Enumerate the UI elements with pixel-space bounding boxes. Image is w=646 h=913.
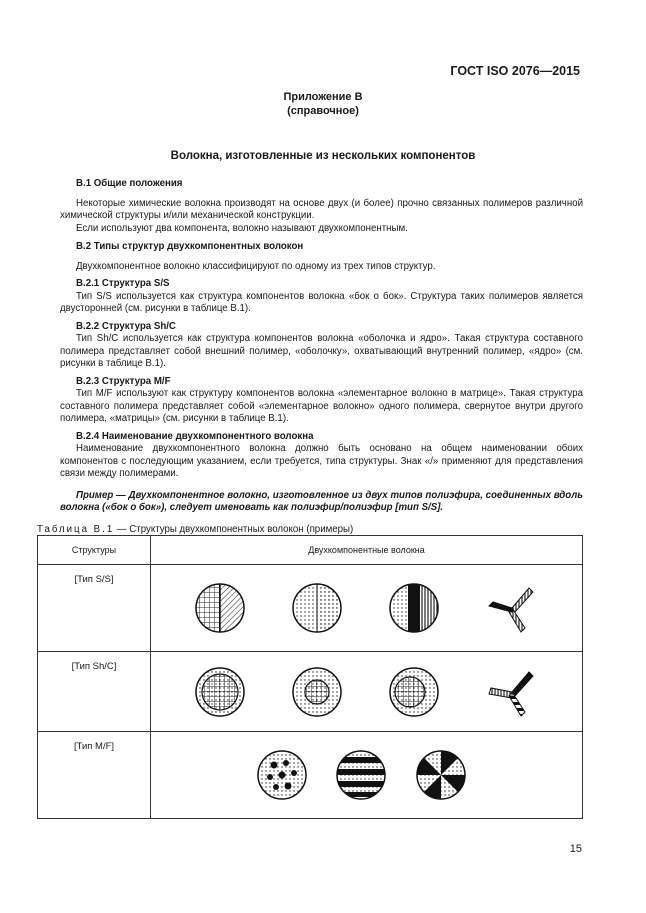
- b24-text: Наименование двухкомпонентного волокна должно быть основано на общем наименовании обоих компонентов с последующим указанием, если требуется, типа структуры. Знак «/» применяют для представления связи между полимерами.: [60, 443, 583, 479]
- annex-body: [37, 172, 583, 536]
- column-header-fibers: Двухкомпонентные волокна: [151, 536, 583, 565]
- shc-fiber-small-core-icon: [291, 666, 343, 718]
- row-label-mf: [Тип M/F]: [73, 741, 115, 752]
- ss-fiber-grid-hatch-icon: [194, 582, 246, 634]
- b21-heading: В.2.1 Структура S/S: [76, 278, 170, 289]
- row-label-cell: [38, 732, 151, 819]
- table-header-row: [38, 536, 583, 565]
- b1-paragraph-1: Некоторые химические волокна производят на основе двух (и более) прочно связанных полимеров различной химической структуры и/или механической конструкции.: [60, 197, 583, 221]
- b23-text: Тип M/F используют как структуру компонентов волокна «элементарное волокно в матрице». Такая структура составного полимера представляет собой «элементарное волокно» одного полимера, свернутое внутри другого полимера, «матрицы» (см. рисунки в таблице В.1).: [60, 388, 583, 424]
- row-figures-cell: [151, 565, 583, 652]
- b1-paragraph-2: Если используют два компонента, волокно называют двухкомпонентным.: [76, 222, 408, 234]
- section-title: Волокна, изготовленные из нескольких компонентов: [170, 150, 476, 162]
- b2-heading: В.2 Типы структур двухкомпонентных волокон: [76, 241, 304, 252]
- row-figures-cell: [151, 652, 583, 732]
- page-number: 15: [569, 843, 582, 855]
- row-label-shc: [Тип Sh/C]: [71, 661, 117, 672]
- row-label-cell: [38, 565, 151, 652]
- b22-text: Тип Sh/C используется как структура компонентов волокна «оболочка и ядро». Такая структура составного полимера представляет собой внешний полимер, «оболочку», охватывающий внутренний полимер, «ядро» (см. рисунки в таблице В.1).: [60, 333, 583, 369]
- example-text: Пример — Двухкомпонентное волокно, изготовленное из двух типов полиэфира, соединенных вдоль волокна («бок о бок»), следует именовать как полиэфир/полиэфир [тип S/S].: [60, 489, 583, 513]
- shc-fiber-offset-core-icon: [388, 666, 440, 718]
- mf-figures: [152, 749, 581, 801]
- mf-fiber-segmented-icon: [415, 749, 467, 801]
- ss-trilobal-fiber-icon: [485, 582, 539, 634]
- table-row: [38, 565, 583, 652]
- b22-heading: В.2.2 Структура Sh/C: [76, 320, 176, 332]
- b21-text: Тип S/S используется как структура компонентов волокна «бок о бок». Структура таких полимеров является двусторонней (см. рисунки в таблице В.1).: [60, 290, 583, 314]
- ss-fiber-striped-icon: [388, 582, 440, 634]
- shc-figures: [152, 666, 581, 718]
- row-figures-cell: [151, 732, 583, 819]
- table-caption-label: Таблица В.1: [37, 523, 115, 535]
- b2-paragraph-1: Двухкомпонентное волокно классифицируют по одному из трех типов структур.: [76, 260, 436, 272]
- shc-trilobal-fiber-icon: [485, 666, 539, 718]
- b24-heading: В.2.4 Наименование двухкомпонентного волокна: [76, 430, 314, 442]
- ss-fiber-dots-icon: [291, 582, 343, 634]
- b1-heading: В.1 Общие положения: [76, 178, 183, 189]
- mf-fiber-layered-icon: [335, 749, 387, 801]
- b23-heading: В.2.3 Структура M/F: [76, 375, 171, 387]
- row-label-cell: [38, 652, 151, 732]
- row-label-ss: [Тип S/S]: [74, 574, 114, 585]
- mf-fiber-islands-icon: [256, 749, 308, 801]
- table-row: [38, 652, 583, 732]
- table-caption-text: — Структуры двухкомпонентных волокон (примеры): [116, 523, 354, 535]
- document-id: ГОСТ ISO 2076—2015: [450, 64, 580, 78]
- annex-type: (справочное): [287, 105, 359, 117]
- annex-heading: [0, 90, 646, 118]
- annex-title: Приложение В: [283, 91, 363, 103]
- ss-figures: [152, 582, 581, 634]
- column-header-structures: Структуры: [38, 536, 151, 565]
- fiber-structures-table: [37, 535, 583, 819]
- shc-fiber-grid-core-icon: [194, 666, 246, 718]
- table-row: [38, 732, 583, 819]
